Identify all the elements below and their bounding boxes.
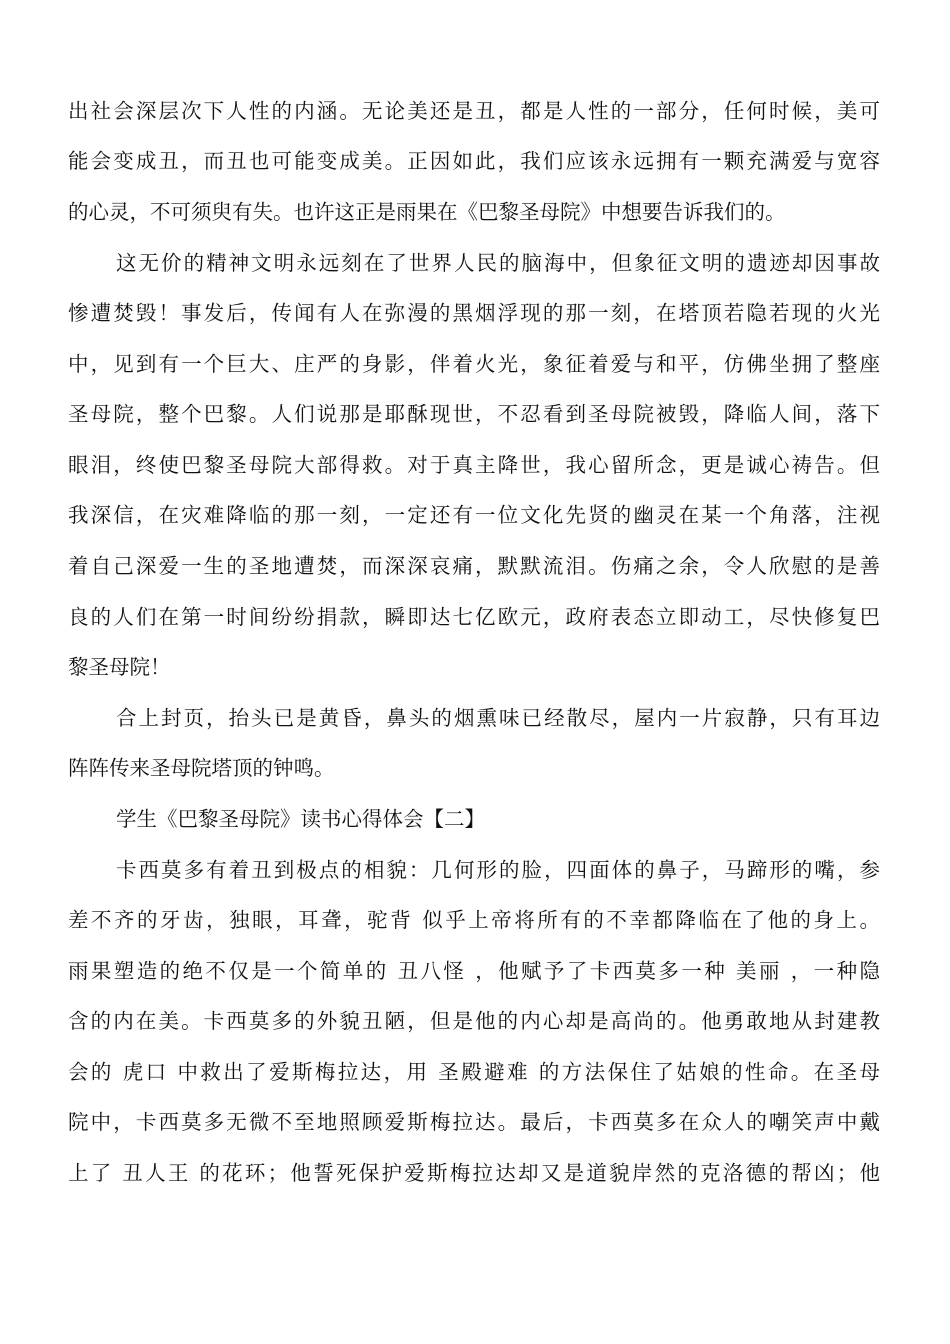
section-heading: 学生《巴黎圣母院》读书心得体会【二】: [116, 807, 485, 831]
text-line: 的心灵，不可须臾有失。也许这正是雨果在《巴黎圣母院》中想要告诉我们的。: [68, 200, 786, 224]
text-line: 出社会深层次下人性的内涵。无论美还是丑，都是人性的一部分，任何时候，美可: [68, 99, 880, 123]
text-line: 阵阵传来圣母院塔顶的钟鸣。: [68, 756, 335, 780]
text-line: 黎圣母院！: [68, 655, 171, 679]
text-line: 能会变成丑，而丑也可能变成美。正因如此，我们应该永远拥有一颗充满爱与宽容: [68, 149, 880, 173]
text-line: 上了 丑人王 的花环；他誓死保护爱斯梅拉达却又是道貌岸然的克洛德的帮凶；他: [68, 1161, 880, 1185]
text-line: 眼泪，终使巴黎圣母院大部得救。对于真主降世，我心留所念，更是诚心祷告。但: [68, 453, 880, 477]
text-line: 圣母院，整个巴黎。人们说那是耶酥现世，不忍看到圣母院被毁，降临人间，落下: [68, 402, 880, 426]
paragraph-first-line: 卡西莫多有着丑到极点的相貌：几何形的脸，四面体的鼻子，马蹄形的嘴，参: [116, 858, 880, 882]
text-line: 雨果塑造的绝不仅是一个简单的 丑八怪 ，他赋予了卡西莫多一种 美丽 ，一种隐: [68, 959, 880, 983]
text-line: 含的内在美。卡西莫多的外貌丑陋，但是他的内心却是高尚的。他勇敢地从封建教: [68, 1009, 880, 1033]
text-line: 会的 虎口 中救出了爱斯梅拉达，用 圣殿避难 的方法保住了姑娘的性命。在圣母: [68, 1060, 880, 1084]
text-line: 院中，卡西莫多无微不至地照顾爱斯梅拉达。最后，卡西莫多在众人的嘲笑声中戴: [68, 1110, 880, 1134]
text-line: 中，见到有一个巨大、庄严的身影，伴着火光，象征着爱与和平，仿佛坐拥了整座: [68, 352, 880, 376]
text-line: 良的人们在第一时间纷纷捐款，瞬即达七亿欧元，政府表态立即动工，尽快修复巴: [68, 605, 880, 629]
text-line: 差不齐的牙齿，独眼，耳聋，驼背 似乎上帝将所有的不幸都降临在了他的身上。: [68, 908, 880, 932]
text-line: 着自己深爱一生的圣地遭焚，而深深哀痛，默默流泪。伤痛之余，令人欣慰的是善: [68, 554, 880, 578]
text-line: 惨遭焚毁！事发后，传闻有人在弥漫的黑烟浮现的那一刻，在塔顶若隐若现的火光: [68, 301, 880, 325]
paragraph-first-line: 这无价的精神文明永远刻在了世界人民的脑海中，但象征文明的遗迹却因事故: [116, 251, 880, 275]
paragraph-first-line: 合上封页，抬头已是黄昏，鼻头的烟熏味已经散尽，屋内一片寂静，只有耳边: [116, 706, 880, 730]
text-line: 我深信，在灾难降临的那一刻，一定还有一位文化先贤的幽灵在某一个角落，注视: [68, 503, 880, 527]
